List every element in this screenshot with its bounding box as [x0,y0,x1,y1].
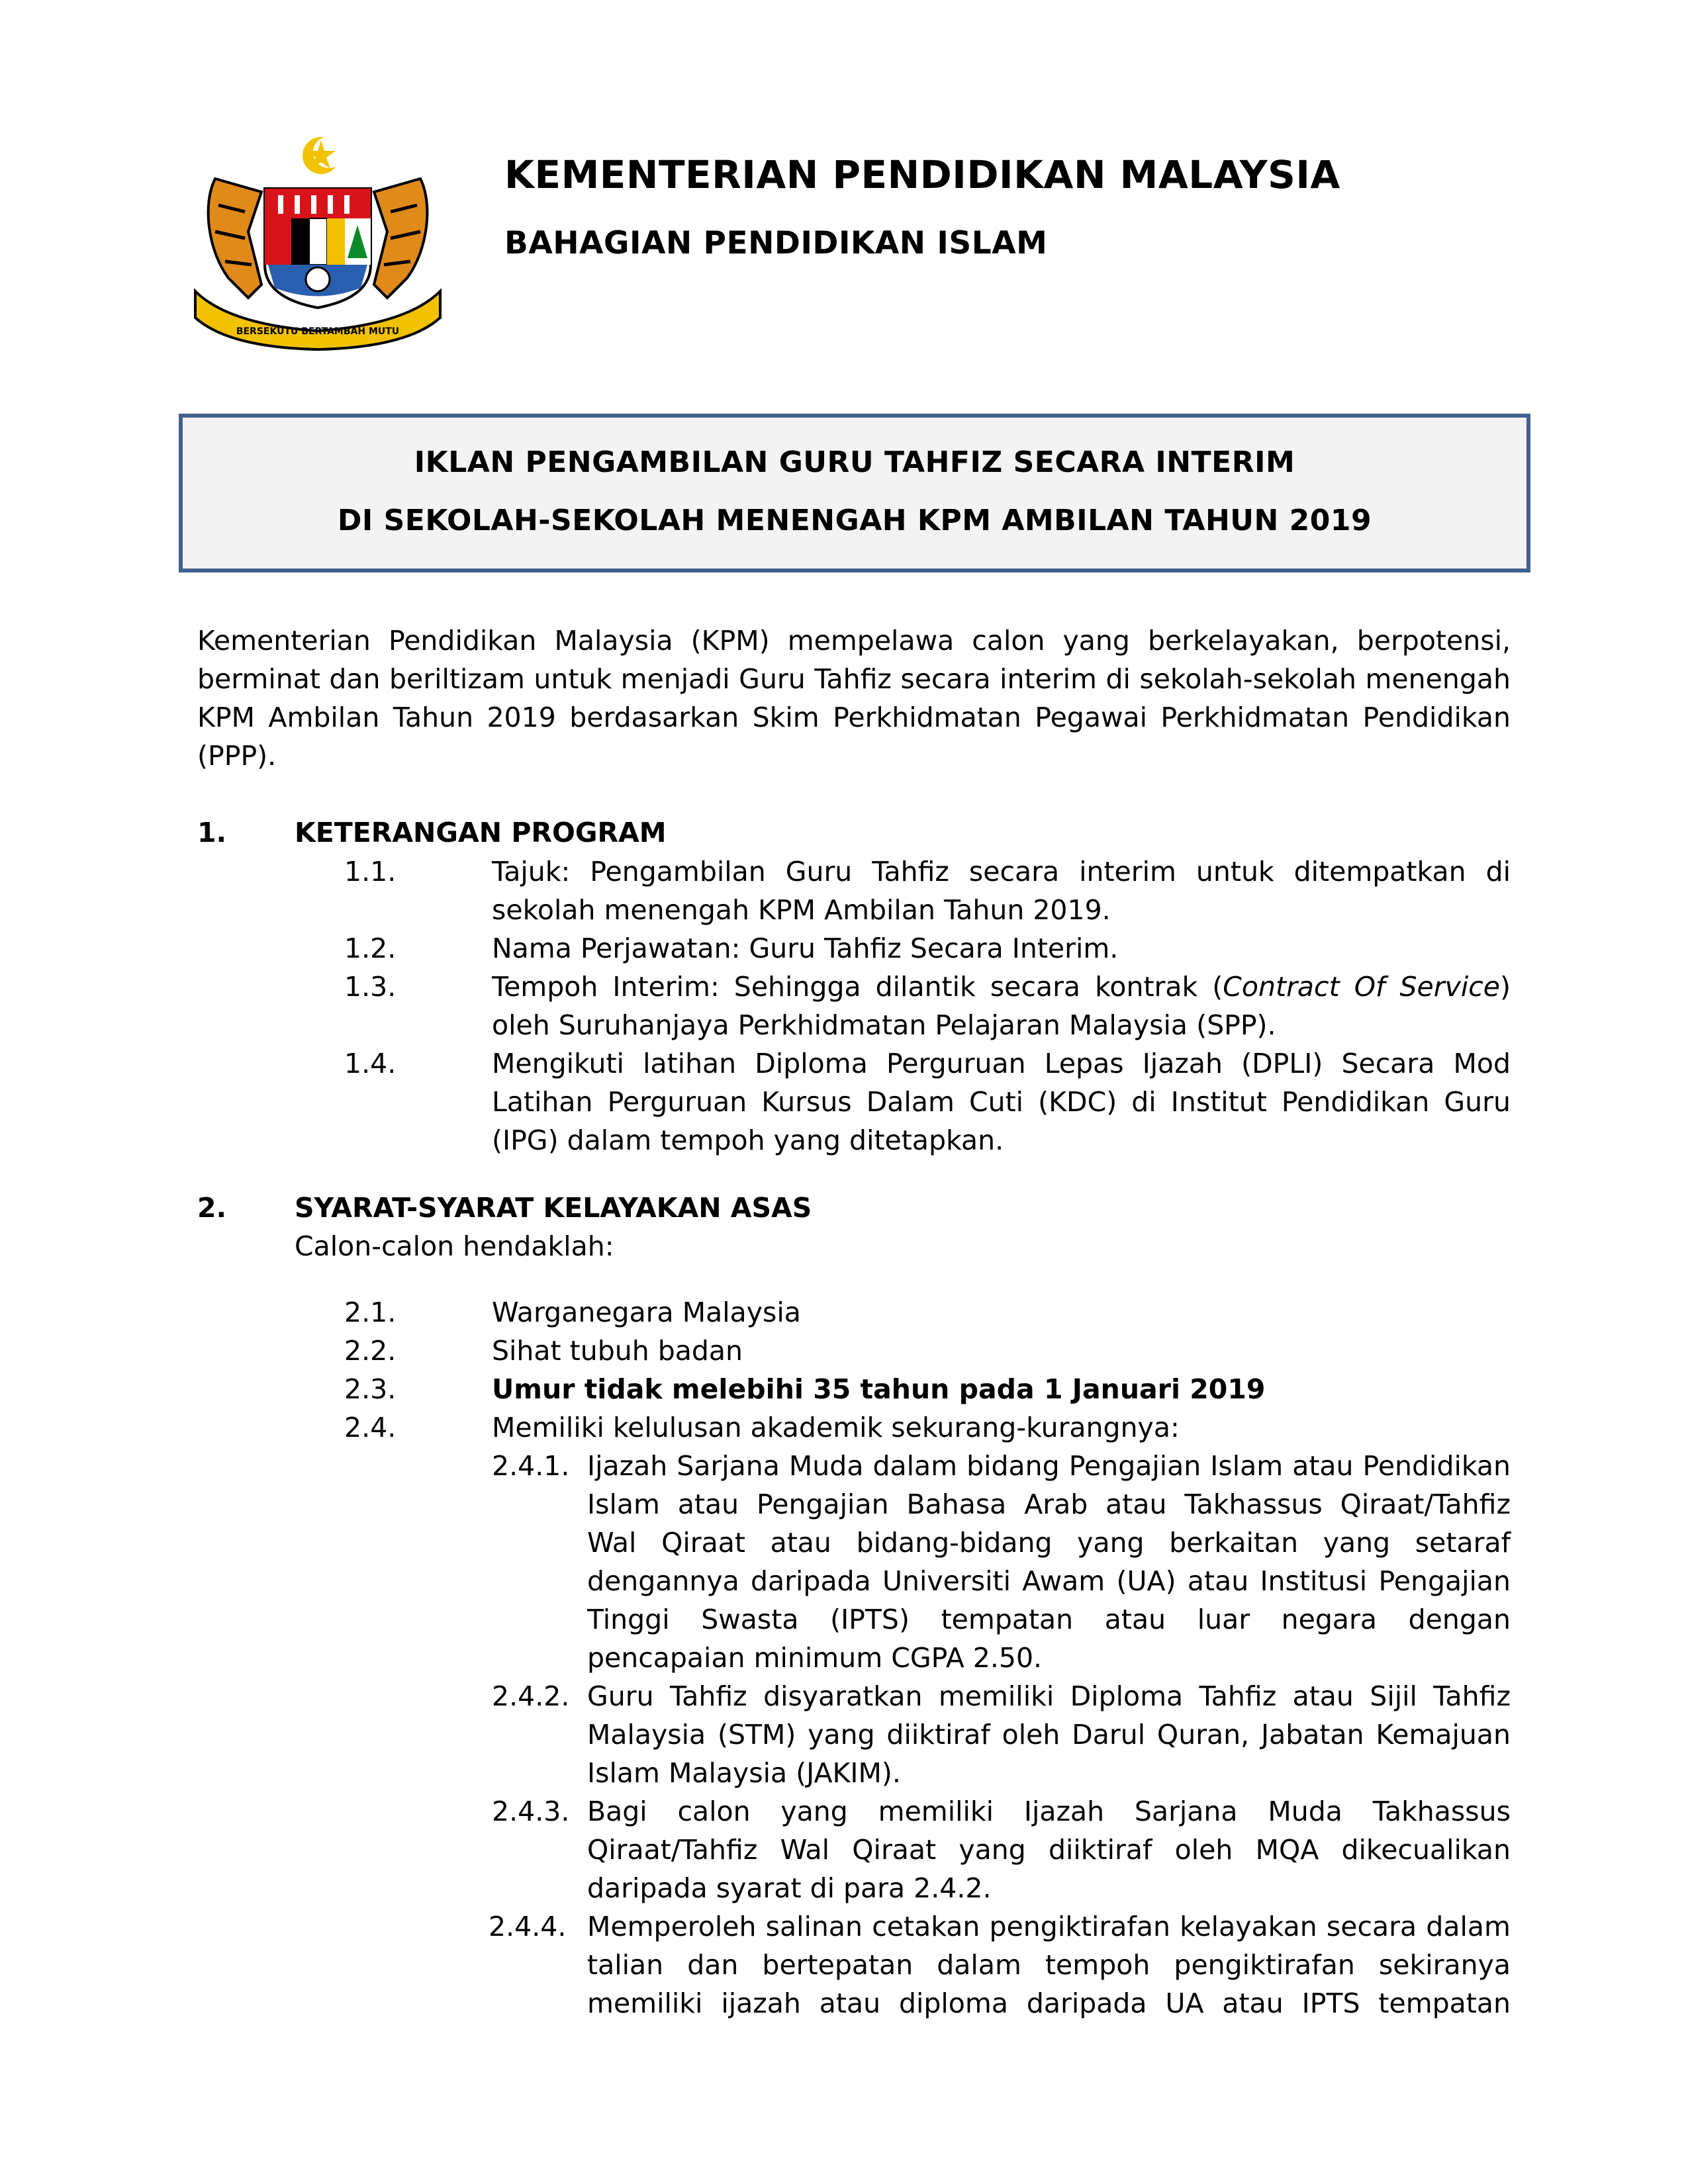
item-number: 1.2. [344,933,397,964]
item-text: Nama Perjawatan: Guru Tahfiz Secara Interim. [492,933,1119,964]
subitem-text: Qiraat/Tahfiz Wal Qiraat yang diiktiraf oleh MQA dikecualikan [587,1834,1511,1866]
subitem-text: daripada syarat di para 2.4.2. [587,1872,992,1904]
title-line-2: DI SEKOLAH-SEKOLAH MENENGAH KPM AMBILAN TAHUN 2019 [337,504,1372,537]
coat-of-arms-logo [189,132,447,351]
subitem-number: 2.4.2. [492,1680,570,1712]
item-text: Mengikuti latihan Diploma Perguruan Lepas Ijazah (DPLI) Secara Mod [492,1048,1511,1079]
section-2-number: 2. [197,1192,227,1224]
item-text: sekolah menengah KPM Ambilan Tahun 2019. [492,894,1111,926]
logo-motto: BERSEKUTU BERTAMBAH MUTU [236,326,400,337]
subitem-number: 2.4.3. [492,1796,570,1827]
intro-line: (PPP). [197,740,277,772]
subitem-text: Islam atau Pengajian Bahasa Arab atau Takhassus Qiraat/Tahfiz [587,1488,1511,1520]
subitem-text: Malaysia (STM) yang diiktiraf oleh Darul Quran, Jabatan Kemajuan [587,1719,1511,1751]
subitem-text: Islam Malaysia (JAKIM). [587,1757,901,1789]
subitem-text: Guru Tahfiz disyaratkan memiliki Diploma Tahfiz atau Sijil Tahfiz [587,1680,1511,1712]
ministry-name: KEMENTERIAN PENDIDIKAN MALAYSIA [504,152,1340,197]
item-text: Latihan Perguruan Kursus Dalam Cuti (KDC) di Institut Pendidikan Guru [492,1086,1511,1118]
item-number: 1.1. [344,856,397,887]
item-number: 2.4. [344,1412,397,1443]
item-text: Warganegara Malaysia [492,1297,801,1328]
section-2-lead: Calon-calon hendaklah: [295,1230,614,1262]
item-number: 2.1. [344,1297,397,1328]
subitem-text: pencapaian minimum CGPA 2.50. [587,1642,1043,1674]
section-1-heading: KETERANGAN PROGRAM [295,817,667,848]
subitem-text: Wal Qiraat atau bidang-bidang yang berkaitan yang setaraf [587,1527,1511,1559]
item-text: Tajuk: Pengambilan Guru Tahfiz secara interim untuk ditempatkan di [492,856,1511,887]
section-2-heading: SYARAT-SYARAT KELAYAKAN ASAS [295,1192,812,1224]
item-text: Tempoh Interim: Sehingga dilantik secara kontrak (Contract Of Service) [492,971,1511,1003]
section-1-number: 1. [197,817,227,848]
intro-line: KPM Ambilan Tahun 2019 berdasarkan Skim Perkhidmatan Pegawai Perkhidmatan Pendidikan [197,702,1511,733]
subitem-text: talian dan bertepatan dalam tempoh pengiktirafan sekiranya [587,1949,1511,1981]
intro-line: Kementerian Pendidikan Malaysia (KPM) mempelawa calon yang berkelayakan, berpotensi, [197,625,1511,657]
item-text-bold: Umur tidak melebihi 35 tahun pada 1 Januari 2019 [492,1373,1266,1405]
title-line-1: IKLAN PENGAMBILAN GURU TAHFIZ SECARA INTERIM [414,445,1295,479]
subitem-text: Tinggi Swasta (IPTS) tempatan atau luar negara dengan [587,1604,1511,1635]
item-number: 1.3. [344,971,397,1003]
intro-line: berminat dan beriltizam untuk menjadi Guru Tahfiz secara interim di sekolah-sekolah menengah [197,663,1511,695]
item-text: Memiliki kelulusan akademik sekurang-kurangnya: [492,1412,1180,1443]
subitem-text: Bagi calon yang memiliki Ijazah Sarjana Muda Takhassus [587,1796,1511,1827]
italic-term: Contract Of Service [1223,971,1500,1003]
item-text: oleh Suruhanjaya Perkhidmatan Pelajaran Malaysia (SPP). [492,1009,1276,1041]
item-number: 1.4. [344,1048,397,1079]
item-number: 2.2. [344,1335,397,1367]
subitem-number: 2.4.4. [489,1911,567,1942]
item-text: (IPG) dalam tempoh yang ditetapkan. [492,1124,1004,1156]
subitem-number: 2.4.1. [492,1450,570,1482]
subitem-text: Memperoleh salinan cetakan pengiktirafan kelayakan secara dalam [587,1911,1511,1942]
item-number: 2.3. [344,1373,397,1405]
item-text: Sihat tubuh badan [492,1335,743,1367]
division-name: BAHAGIAN PENDIDIKAN ISLAM [504,225,1048,261]
subitem-text: dengannya daripada Universiti Awam (UA) atau Institusi Pengajian [587,1565,1511,1597]
title-box [179,414,1530,572]
subitem-text: memiliki ijazah atau diploma daripada UA atau IPTS tempatan [587,1987,1511,2019]
subitem-text: Ijazah Sarjana Muda dalam bidang Pengajian Islam atau Pendidikan [587,1450,1511,1482]
